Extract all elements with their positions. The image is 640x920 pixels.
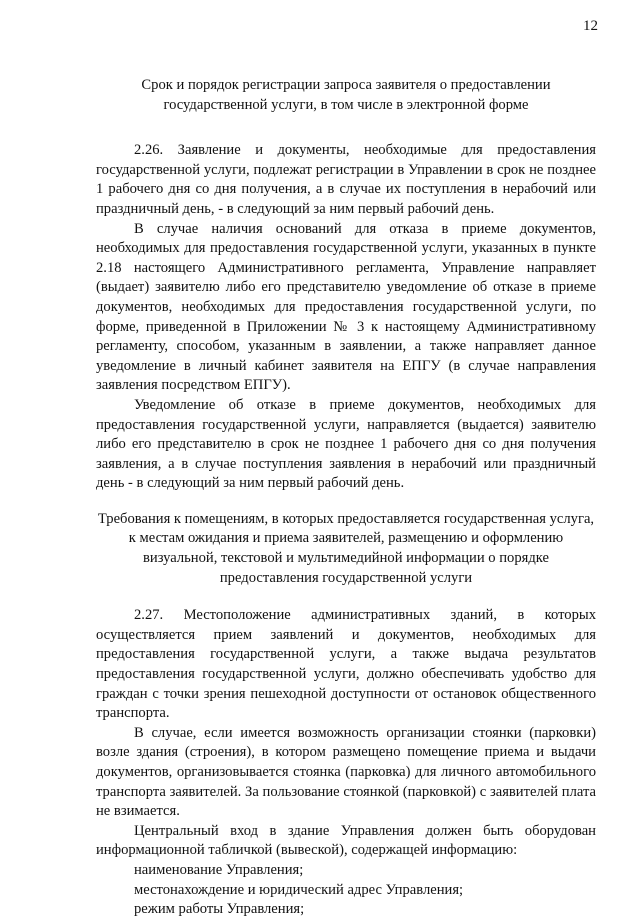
paragraph-refusal-notice: Уведомление об отказе в приеме документов, необходимых для предоставления государственной услуги, направляется (выдается) заявителю либо его представителю в срок не позднее 1 рабочего дня со дня получения заявления, а в случае поступления заявления в нерабочий или праздничный день - в следующий за ним первый рабочий день. bbox=[96, 396, 596, 492]
section-heading-premises: Требования к помещениям, в которых предоставляется государственная услуга, к местам ожидания и приема заявителей, размещению и оформлению визуальной, текстовой и мультимедийной информации о порядке предоставления государственной услуги bbox=[97, 510, 595, 586]
page-number: 12 bbox=[583, 18, 598, 34]
paragraph-entrance-sign: Центральный вход в здание Управления должен быть оборудован информационной табличкой (вывеской), содержащей информацию: bbox=[96, 822, 596, 859]
list-item: режим работы Управления; bbox=[134, 901, 305, 918]
list-item: местонахождение и юридический адрес Управления; bbox=[134, 881, 464, 898]
section-heading-registration: Срок и порядок регистрации запроса заявителя о предоставлении государственной услуги, в том числе в электронной форме bbox=[141, 77, 551, 113]
list-item: наименование Управления; bbox=[134, 861, 304, 878]
paragraph-parking: В случае, если имеется возможность организации стоянки (парковки) возле здания (строения), в котором размещено помещение приема и выдачи документов, организовывается стоянка (парковка) для личного автомобильного транспорта заявителей. За пользование стоянкой (парковкой) с заявителей плата не взимается. bbox=[96, 724, 596, 820]
paragraph-2-27: 2.27. Местоположение административных зданий, в которых осуществляется прием заявлений и документов, необходимых для предоставления государственной услуги, а также выдача результатов предоставления государственной услуги, должно обеспечивать удобство для граждан с точки зрения пешеходной доступности от остановок общественного транспорта. bbox=[96, 607, 596, 722]
paragraph-2-26: 2.26. Заявление и документы, необходимые для предоставления государственной услуги, подлежат регистрации в Управлении в срок не позднее 1 рабочего дня со дня получения, а в случае их поступления в нерабочий или праздничный день, - в следующий за ним первый рабочий день. bbox=[96, 142, 596, 217]
document-body bbox=[96, 76, 596, 920]
paragraph-refusal-grounds: В случае наличия оснований для отказа в приеме документов, необходимых для предоставления государственной услуги, указанных в пункте 2.18 настоящего Административного регламента, Управление направляет (выдает) заявителю либо его представителю уведомление об отказе в приеме документов, необходимых для предоставления государственной услуги, по форме, приведенной в Приложении № 3 к настоящему Административному регламенту, способом, указанным в заявлении, а также направляет данное уведомление в личный кабинет заявителя на ЕПГУ (в случае направления заявления посредством ЕПГУ). bbox=[96, 220, 596, 394]
